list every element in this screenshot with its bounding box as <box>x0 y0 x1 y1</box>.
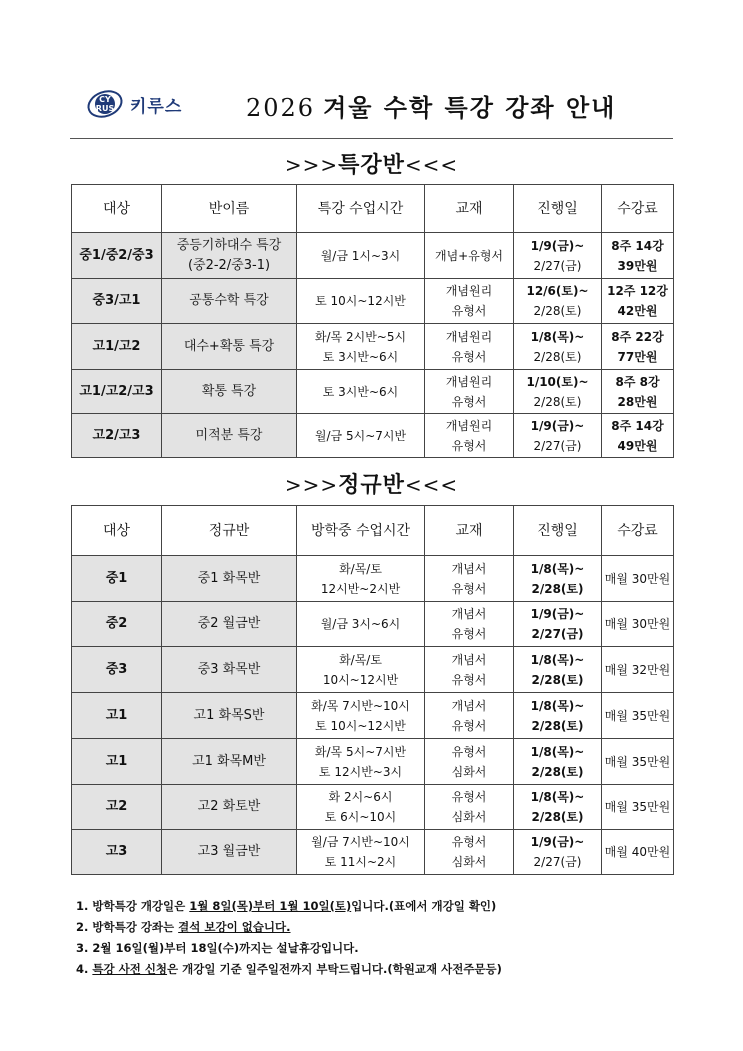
fee-cell: 매월 35만원 <box>602 785 674 830</box>
time-cell: 토 10시~12시반 <box>297 279 425 324</box>
time-line: 화/목/토 <box>339 652 382 667</box>
notice-text: 4. <box>76 962 93 976</box>
date-line: 1/8(목)~ <box>530 329 585 344</box>
notice-text: 결석 보강이 없습니다. <box>178 920 291 934</box>
date-line: 1/9(금)~ <box>530 238 585 253</box>
fee-line: 8주 8강 <box>615 374 660 389</box>
time-line: 토 11시~2시 <box>324 855 397 869</box>
column-header: 방학중 수업시간 <box>297 506 425 556</box>
date-line: 2/28(토) <box>531 581 584 596</box>
fee-line: 8주 22강 <box>611 329 664 344</box>
time-line: 화 2시~6시 <box>328 790 393 804</box>
target-cell: 고1 <box>72 739 162 785</box>
target-cell: 중1 <box>72 556 162 602</box>
book-line: 개념서 <box>451 698 487 713</box>
regular-heading-text: 정규반 <box>338 473 405 498</box>
time-line: 화/목/토 <box>339 561 382 576</box>
date-cell <box>514 785 602 830</box>
notice-text: 개강일 <box>140 899 175 913</box>
book-line: 개념원리 <box>445 329 493 344</box>
notice-text: 은 <box>174 899 190 913</box>
book-line: 개념+유형서 <box>434 248 503 263</box>
book-line: 유형서 <box>451 835 487 849</box>
class-name-line: (중2-2/중3-1) <box>187 257 271 273</box>
time-cell <box>297 647 425 693</box>
date-cell <box>514 414 602 458</box>
date-line: 2/28(토) <box>531 810 584 824</box>
column-header: 정규반 <box>162 506 297 556</box>
column-header: 수강료 <box>602 185 674 233</box>
target-cell: 중3 <box>72 647 162 693</box>
time-cell: 토 3시반~6시 <box>297 370 425 414</box>
notice-text: 2. 방학특강 강좌는 <box>76 920 179 934</box>
book-cell <box>425 233 514 279</box>
date-line: 1/10(토)~ <box>526 374 589 389</box>
class-name-cell: 고2 화토반 <box>162 785 297 830</box>
column-header: 반이름 <box>162 185 297 233</box>
time-cell: 월/금 3시~6시 <box>297 602 425 647</box>
book-cell <box>425 279 514 324</box>
regular-class-table <box>71 505 674 875</box>
fee-cell <box>602 279 674 324</box>
time-cell <box>297 785 425 830</box>
class-name-cell: 중1 화목반 <box>162 556 297 602</box>
notice-item <box>76 896 676 917</box>
svg-text:CY: CY <box>99 95 111 104</box>
page-title <box>246 88 616 123</box>
time-line: 토 10시~12시반 <box>315 718 406 733</box>
book-cell <box>425 739 514 785</box>
target-cell: 중1/중2/중3 <box>72 233 162 279</box>
logo-mark-icon <box>86 85 124 123</box>
book-cell <box>425 785 514 830</box>
class-name-cell: 고1 화목M반 <box>162 739 297 785</box>
notice-item <box>76 959 676 980</box>
book-line: 유형서 <box>451 744 487 759</box>
fee-cell: 매월 30만원 <box>602 602 674 647</box>
fee-line: 39만원 <box>617 258 658 273</box>
time-line: 월/금 1시~3시 <box>320 248 401 263</box>
date-line: 1/9(금)~ <box>530 607 585 621</box>
regular-section-heading <box>0 468 743 499</box>
notice-text: 3. 2월 16일(월)부터 18일(수)까지는 설날휴강입니다. <box>76 941 359 955</box>
book-cell <box>425 647 514 693</box>
date-line: 1/8(목)~ <box>530 652 585 667</box>
date-line: 2/28(토) <box>533 394 582 409</box>
table-header-row <box>72 506 674 556</box>
book-line: 심화서 <box>451 810 487 824</box>
date-line: 1/8(목)~ <box>530 698 585 713</box>
book-line: 유형서 <box>451 349 487 364</box>
book-line: 심화서 <box>451 855 487 869</box>
book-line: 유형서 <box>451 304 487 318</box>
table-row <box>72 233 674 279</box>
notice-text: 특강 사전 신청 <box>92 962 168 976</box>
table-row <box>72 414 674 458</box>
class-name-cell: 공통수학 특강 <box>162 279 297 324</box>
target-cell: 중3/고1 <box>72 279 162 324</box>
special-heading-text: 특강반 <box>338 153 405 178</box>
date-line: 2/27(금) <box>533 438 582 453</box>
class-name-cell <box>162 233 297 279</box>
class-name-cell: 고3 월금반 <box>162 830 297 875</box>
date-cell <box>514 693 602 739</box>
book-cell <box>425 324 514 370</box>
arrows-left: >>> <box>284 153 339 177</box>
time-line: 토 6시~10시 <box>324 810 397 824</box>
target-cell: 중2 <box>72 602 162 647</box>
fee-line: 8주 14강 <box>611 238 664 253</box>
arrows-right: <<< <box>404 473 459 497</box>
date-line: 1/8(목)~ <box>530 744 585 759</box>
date-line: 2/27(금) <box>533 855 582 869</box>
fee-cell: 매월 30만원 <box>602 556 674 602</box>
time-cell <box>297 739 425 785</box>
date-cell <box>514 602 602 647</box>
title-year: 2026 <box>246 94 316 122</box>
date-line: 1/9(금)~ <box>530 835 585 849</box>
time-line: 월/금 7시반~10시 <box>311 835 410 849</box>
date-cell <box>514 233 602 279</box>
arrows-left: >>> <box>284 473 339 497</box>
date-cell <box>514 739 602 785</box>
fee-cell <box>602 370 674 414</box>
notice-item <box>76 917 676 938</box>
column-header: 수강료 <box>602 506 674 556</box>
fee-cell <box>602 324 674 370</box>
column-header: 대상 <box>72 506 162 556</box>
fee-cell: 매월 32만원 <box>602 647 674 693</box>
date-cell <box>514 647 602 693</box>
book-line: 유형서 <box>451 672 487 687</box>
fee-cell: 매월 35만원 <box>602 693 674 739</box>
time-cell <box>297 556 425 602</box>
date-line: 1/8(목)~ <box>530 790 585 804</box>
logo-text: 키루스 <box>130 96 183 117</box>
class-name-line: 중등기하대수 특강 <box>176 237 282 253</box>
table-row <box>72 556 674 602</box>
book-cell <box>425 370 514 414</box>
time-cell <box>297 693 425 739</box>
time-line: 10시~12시반 <box>322 672 399 687</box>
column-header: 교재 <box>425 185 514 233</box>
class-name-cell: 중2 월금반 <box>162 602 297 647</box>
notice-text: 입니다.(표에서 개강일 확인) <box>351 899 497 913</box>
date-cell <box>514 830 602 875</box>
time-line: 토 3시반~6시 <box>322 349 399 364</box>
book-line: 심화서 <box>451 764 487 779</box>
book-line: 유형서 <box>451 790 487 804</box>
logo <box>86 84 182 124</box>
time-line: 토 12시반~3시 <box>318 764 403 779</box>
book-line: 개념원리 <box>445 418 493 433</box>
date-line: 2/28(토) <box>531 764 584 779</box>
table-row <box>72 830 674 875</box>
date-cell <box>514 370 602 414</box>
date-line: 2/28(토) <box>531 672 584 687</box>
date-line: 2/27(금) <box>533 258 582 273</box>
fee-line: 28만원 <box>617 394 658 409</box>
date-line: 1/9(금)~ <box>530 418 585 433</box>
class-name-cell: 중3 화목반 <box>162 647 297 693</box>
book-line: 유형서 <box>451 718 487 733</box>
book-cell <box>425 602 514 647</box>
table-row <box>72 279 674 324</box>
svg-text:RUS: RUS <box>95 104 115 113</box>
time-cell <box>297 324 425 370</box>
book-cell <box>425 693 514 739</box>
header-divider <box>70 138 673 139</box>
date-line: 12/6(토)~ <box>526 284 589 298</box>
fee-cell: 매월 40만원 <box>602 830 674 875</box>
date-line: 2/27(금) <box>531 627 584 641</box>
target-cell: 고2 <box>72 785 162 830</box>
time-line: 화/목 2시반~5시 <box>314 329 407 344</box>
time-line: 화/목 5시~7시반 <box>314 744 407 759</box>
book-line: 개념서 <box>451 607 487 621</box>
table-row <box>72 370 674 414</box>
notice-text: 1. 방학특강 <box>76 899 141 913</box>
time-line: 화/목 7시반~10시 <box>311 698 410 713</box>
date-line: 2/28(토) <box>533 304 582 318</box>
book-line: 개념서 <box>451 561 487 576</box>
time-line: 12시반~2시반 <box>320 581 401 596</box>
fee-line: 8주 14강 <box>611 418 664 433</box>
notice-text: 은 개강일 기준 <box>167 962 246 976</box>
date-line: 1/8(목)~ <box>530 561 585 576</box>
date-cell <box>514 279 602 324</box>
time-cell <box>297 830 425 875</box>
target-cell: 고3 <box>72 830 162 875</box>
fee-line: 49만원 <box>617 438 658 453</box>
column-header: 진행일 <box>514 506 602 556</box>
class-name-cell: 대수+확통 특강 <box>162 324 297 370</box>
special-section-heading <box>0 148 743 179</box>
table-row <box>72 785 674 830</box>
notice-text: 1월 8일(목)부터 1월 10일(토) <box>189 899 352 913</box>
page-header <box>70 84 673 130</box>
book-line: 유형서 <box>451 394 487 409</box>
book-cell <box>425 556 514 602</box>
book-line: 개념원리 <box>445 284 493 298</box>
book-line: 개념서 <box>451 652 487 667</box>
book-line: 개념원리 <box>445 374 493 389</box>
book-line: 유형서 <box>451 627 487 641</box>
class-name-cell: 고1 화목S반 <box>162 693 297 739</box>
table-row <box>72 739 674 785</box>
fee-line: 12주 12강 <box>607 284 668 298</box>
arrows-right: <<< <box>404 153 459 177</box>
table-header-row <box>72 185 674 233</box>
notice-text: 일주일전 <box>245 962 291 976</box>
fee-cell <box>602 233 674 279</box>
notice-list <box>76 896 676 980</box>
target-cell: 고2/고3 <box>72 414 162 458</box>
time-cell <box>297 233 425 279</box>
special-class-table <box>71 184 674 458</box>
date-line: 2/28(토) <box>533 349 582 364</box>
fee-cell <box>602 414 674 458</box>
table-row <box>72 647 674 693</box>
target-cell: 고1 <box>72 693 162 739</box>
table-row <box>72 693 674 739</box>
time-cell: 월/금 5시~7시반 <box>297 414 425 458</box>
table-row <box>72 602 674 647</box>
title-text: 겨울 수학 특강 강좌 안내 <box>323 94 617 122</box>
fee-line: 42만원 <box>617 304 658 318</box>
target-cell: 고1/고2/고3 <box>72 370 162 414</box>
date-line: 2/28(토) <box>531 718 584 733</box>
notice-text: 까지 부탁드립니다.(학원교재 사전주문등) <box>290 962 502 976</box>
date-cell <box>514 556 602 602</box>
table-row <box>72 324 674 370</box>
book-cell <box>425 414 514 458</box>
date-cell <box>514 324 602 370</box>
fee-cell: 매월 35만원 <box>602 739 674 785</box>
class-name-cell: 확통 특강 <box>162 370 297 414</box>
column-header: 대상 <box>72 185 162 233</box>
book-line: 유형서 <box>451 581 487 596</box>
class-name-cell: 미적분 특강 <box>162 414 297 458</box>
book-line: 유형서 <box>451 438 487 453</box>
column-header: 교재 <box>425 506 514 556</box>
fee-line: 77만원 <box>617 349 658 364</box>
book-cell <box>425 830 514 875</box>
column-header: 특강 수업시간 <box>297 185 425 233</box>
target-cell: 고1/고2 <box>72 324 162 370</box>
column-header: 진행일 <box>514 185 602 233</box>
notice-item <box>76 938 676 959</box>
